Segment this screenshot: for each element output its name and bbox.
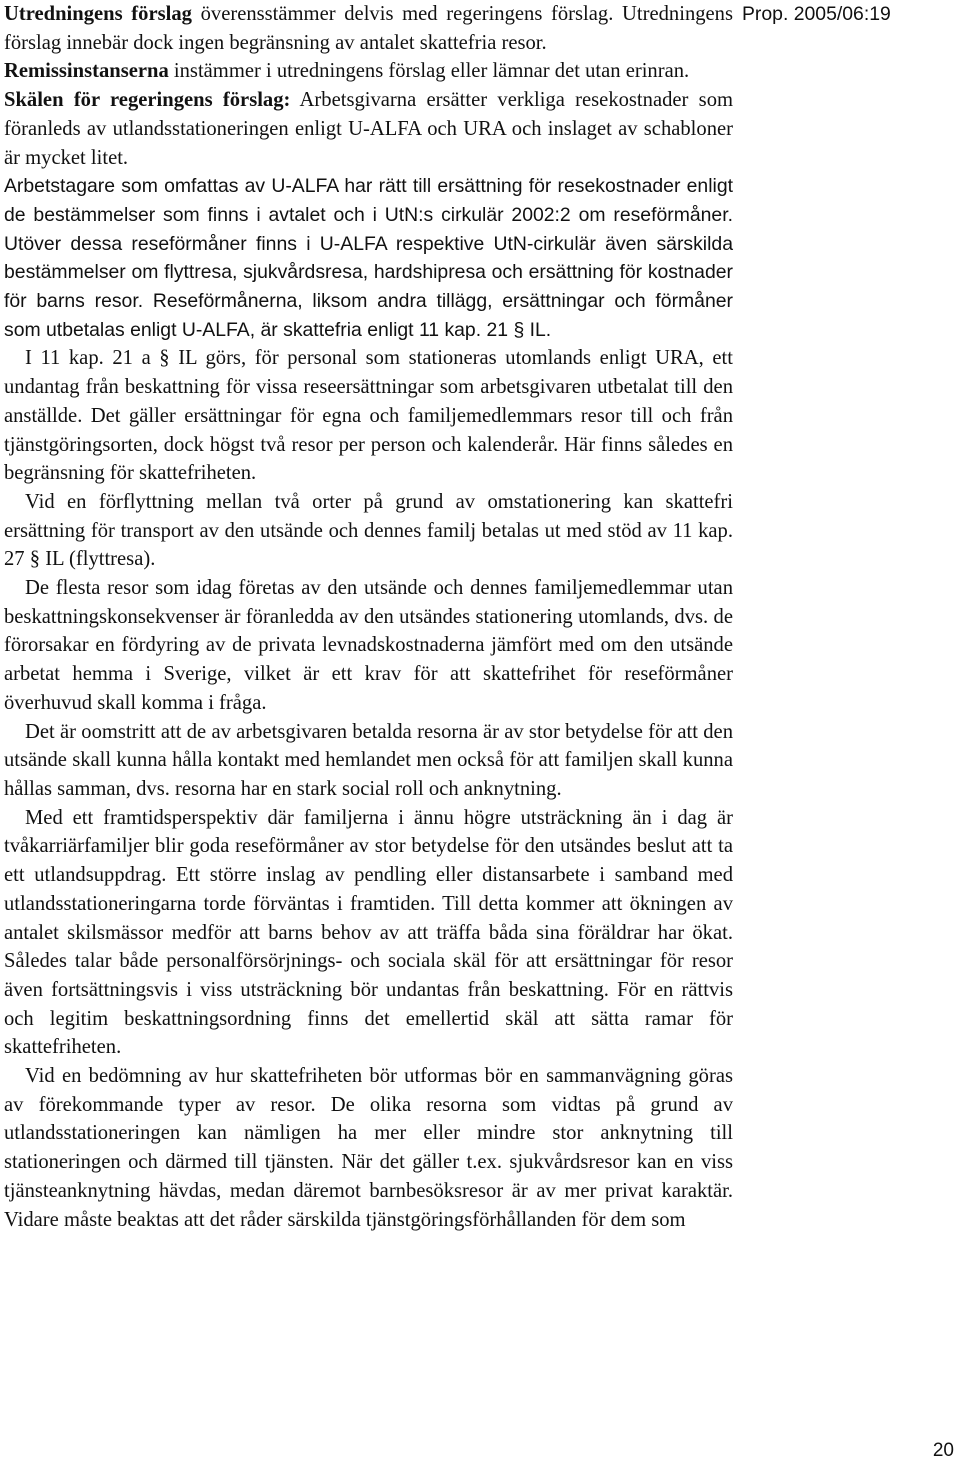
lead-skalen: Skälen för regeringens förslag: — [4, 89, 291, 112]
document-reference: Prop. 2005/06:19 — [742, 3, 891, 25]
paragraph-de-flesta-resor: De flesta resor som idag företas av den utsände och dennes familjemedlemmar utan beskattningskonsekvenser är föranledda av den utsändes stationering utomlands, dvs. de förorsakar en fördyring av de privata levnadskostnaderna jämfört med om den utsände arbetat hemma i Sverige, vilket är ett krav för att skattefrihet för reseförmåner överhuvud skall komma i fråga. — [4, 577, 733, 714]
body-text — [4, 0, 733, 1234]
paragraph-11-kap-21a: I 11 kap. 21 a § IL görs, för personal som stationeras utomlands enligt URA, ett undantag från beskattning för vissa reseersättningar som arbetsgivaren utbetalat till den anställde. Det gäller ersättningar för egna och familjemedlemmars resor till och från tjänstgöringsorten, dock högst två resor per person och kalenderår. Här finns således en begränsning för skattefriheten. — [4, 347, 733, 485]
lead-remissinstanserna: Remissinstanserna — [4, 60, 169, 83]
paragraph-remissinstanserna — [4, 57, 733, 86]
paragraph-text: Arbetsgivarna ersätter verkliga resekostnader som föranleds av utlandsstationeringen enligt U-ALFA och URA och inslaget av schabloner är mycket litet. — [4, 89, 734, 169]
paragraph-arbetstagare: Arbetstagare som omfattas av U-ALFA har rätt till ersättning för resekostnader enligt de bestämmelser som finns i avtalet och i UtN:s cirkulär 2002:2 om reseförmåner. Utöver dessa reseförmåner finns i U-ALFA respektive UtN-cirkulär även särskilda bestämmelser om flyttresa, sjukvårdsresa, hardshipresa och ersättning för kostnader för barns resor. Reseförmånerna, liksom andra tillägg, ersättningar och förmåner som utbetalas enligt U-ALFA, är skattefria enligt 11 kap. 21 § IL. — [4, 175, 733, 341]
paragraph-bedomning: Vid en bedömning av hur skattefriheten bör utformas bör en sammanvägning göras av förekommande typer av resor. De olika resorna som vidtas på grund av utlandsstationeringen kan nämligen ha mer eller mindre stor anknytning till stationeringen och därmed till tjänsten. När det gäller t.ex. sjukvårdsresor kan en viss tjänsteanknytning hävdas, medan däremot barnbesöksresor är av mer privat karaktär. Vidare måste beaktas att det råder särskilda tjänstgöringsförhållanden för dem som — [4, 1065, 733, 1231]
paragraph-text: överensstämmer delvis med regeringens förslag. Utredningens förslag innebär dock ingen begränsning av antalet skattefria resor. — [4, 3, 733, 54]
paragraph-text: instämmer i utredningens förslag eller lämnar det utan erinran. — [168, 60, 690, 83]
paragraph-forflyttning: Vid en förflyttning mellan två orter på grund av omstationering kan skattefri ersättning för transport av den utsände och dennes familj betalas ut med stöd av 11 kap. 27 § IL (flyttresa). — [4, 490, 733, 571]
paragraph-framtidsperspektiv: Med ett framtidsperspektiv där familjerna i ännu högre utsträckning än i dag är tvåkarriärfamiljer blir goda reseförmåner av stor betydelse för den utsändes beslut att ta ett utlandsuppdrag. Ett större inslag av pendling eller distansarbete i samband med utlandsstationeringarna torde förväntas i framtiden. Till detta kommer att ökningen av antalet skilsmässor medför att barns behov av att träffa båda sina föräldrar har ökat. Således talar både personalförsörjnings- och sociala skäl för att ersättningar för resor även fortsättningsvis i viss utsträckning bör undantas från beskattning. För en rättvis och legitim beskattningsordning finns det emellertid skäl att sätta ramar för skattefriheten. — [4, 806, 733, 1059]
page-number: 20 — [932, 1440, 954, 1461]
paragraph-skalen — [4, 86, 733, 172]
paragraph-oomstritt: Det är oomstritt att de av arbetsgivaren betalda resorna är av stor betydelse för att den utsände skall kunna hålla kontakt med hemlandet men också för att familjen skall kunna hållas samman, dvs. resorna har en stark social roll och anknytning. — [4, 720, 733, 800]
paragraph-utredningens-forslag — [4, 0, 733, 57]
lead-utredningens-forslag: Utredningens förslag — [4, 3, 192, 25]
